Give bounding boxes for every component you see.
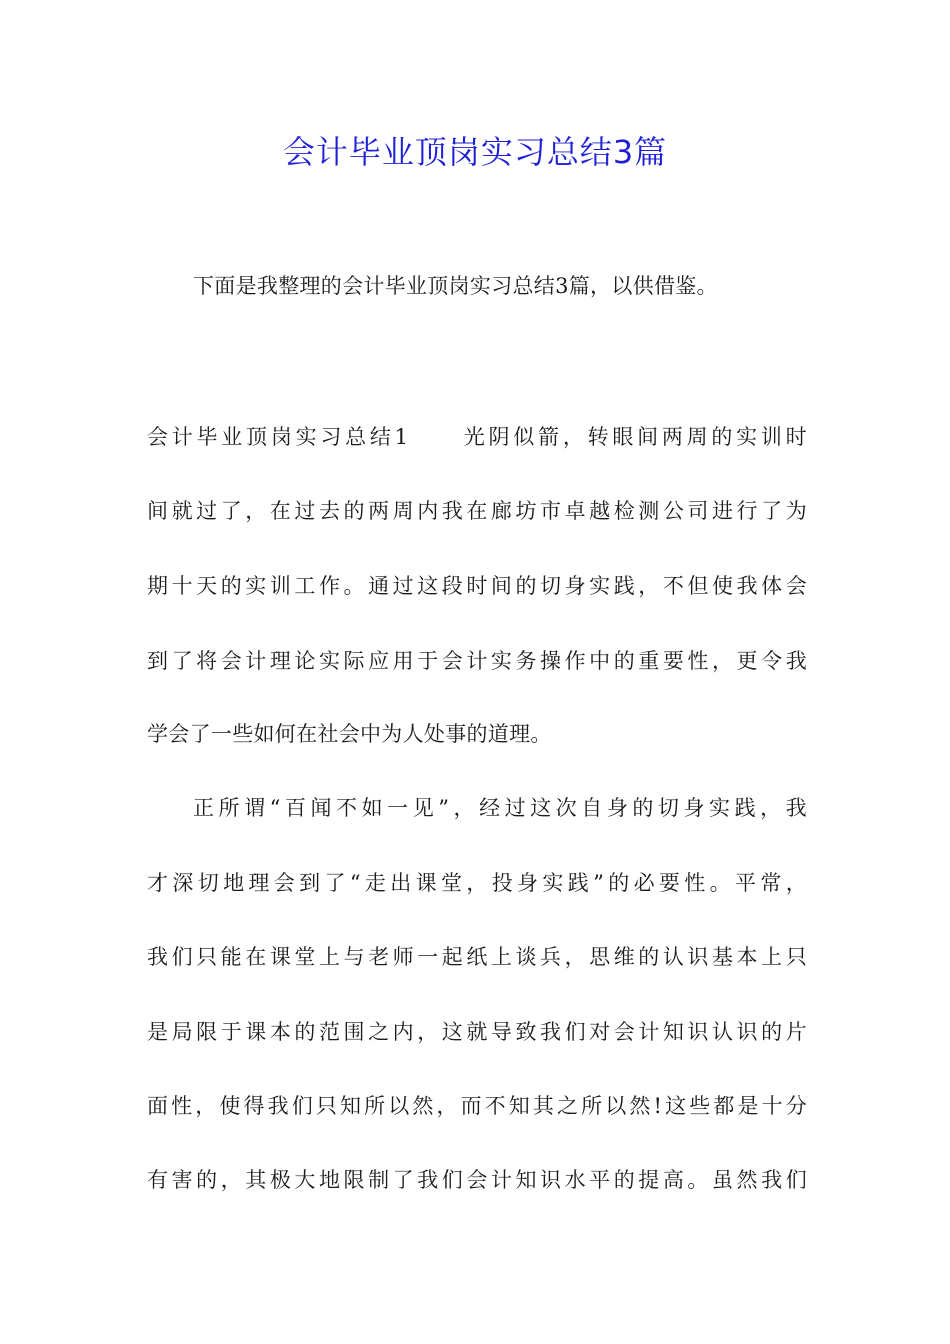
body-line: 期十天的实训工作。通过这段时间的切身实践，不但使我体会 [147,574,807,598]
body-line: 有害的，其极大地限制了我们会计知识水平的提高。虽然我们 [147,1168,807,1192]
body-line: 间就过了，在过去的两周内我在廊坊市卓越检测公司进行了为 [147,499,807,523]
body-text: 光阴似箭，转眼间两周的实训时 [460,425,807,449]
section-heading: 会计毕业顶岗实习总结1 [147,425,409,449]
body-line: 学会了一些如何在社会中为人处事的道理。 [147,722,552,746]
body-line: 正所谓“百闻不如一见”，经过这次自身的切身实践，我 [193,796,807,820]
body-line: 才深切地理会到了“走出课堂，投身实践”的必要性。平常， [147,871,807,895]
body-line: 面性，使得我们只知所以然，而不知其之所以然!这些都是十分 [147,1094,807,1118]
body-line: 我们只能在课堂上与老师一起纸上谈兵，思维的认识基本上只 [147,945,807,969]
body-line: 到了将会计理论实际应用于会计实务操作中的重要性，更令我 [147,649,807,673]
body-line: 是局限于课本的范围之内，这就导致我们对会计知识认识的片 [147,1020,807,1044]
intro-paragraph: 下面是我整理的会计毕业顶岗实习总结3篇，以供借鉴。 [193,274,718,298]
page-title: 会计毕业顶岗实习总结3篇 [282,133,668,171]
body-line [147,421,807,453]
